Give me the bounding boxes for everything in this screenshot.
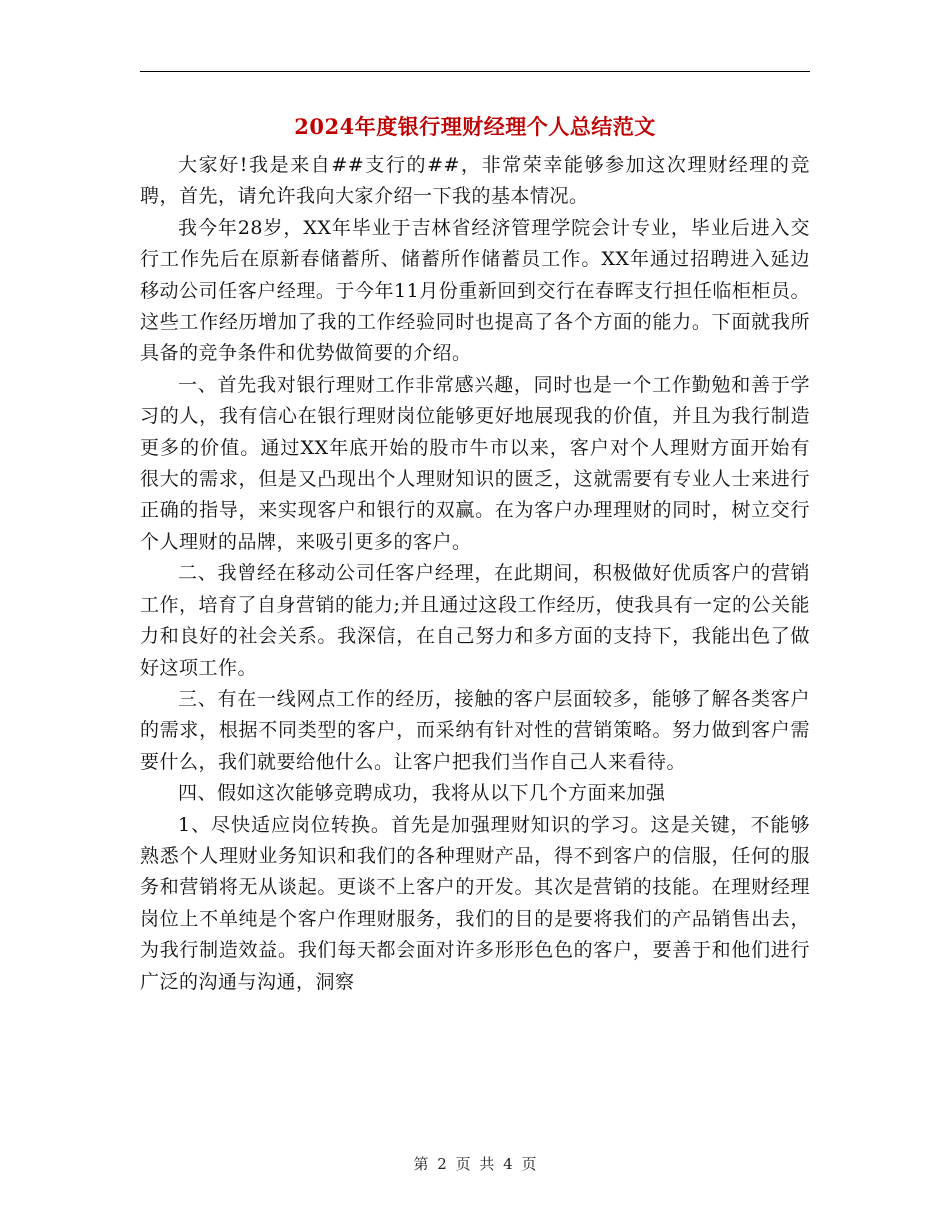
paragraph-point-one: 一、首先我对银行理财工作非常感兴趣，同时也是一个工作勤勉和善于学习的人，我有信心在银行理财岗位能够更好地展现我的价值，并且为我行制造更多的价值。通过XX年底开始的股市牛市以来，客户对个人理财方面开始有很大的需求，但是又凸现出个人理财知识的匮乏，这就需要有专业人士来进行正确的指导，来实现客户和银行的双赢。在为客户办理理财的同时，树立交行个人理财的品牌，来吸引更多的客户。 — [140, 373, 810, 553]
paragraph-point-three: 三、有在一线网点工作的经历，接触的客户层面较多，能够了解各类客户的需求，根据不同类型的客户，而采纳有针对性的营销策略。努力做到客户需要什么，我们就要给他什么。让客户把我们当作自己人来看待。 — [140, 687, 810, 773]
document-title: 2024年度银行理财经理个人总结范文 — [294, 114, 656, 139]
paragraph-point-four: 四、假如这次能够竞聘成功，我将从以下几个方面来加强 — [178, 782, 666, 805]
header-rule — [140, 71, 810, 72]
paragraph-item-one: 1、尽快适应岗位转换。首先是加强理财知识的学习。这是关键，不能够熟悉个人理财业务知识和我们的各种理财产品，得不到客户的信服，任何的服务和营销将无从谈起。更谈不上客户的开发。其次是营销的技能。在理财经理岗位上不单纯是个客户作理财服务，我们的目的是要将我们的产品销售出去，为我行制造效益。我们每天都会面对许多形形色色的客户，要善于和他们进行广泛的沟通与沟通，洞察 — [140, 813, 810, 993]
paragraph-background: 我今年28岁，XX年毕业于吉林省经济管理学院会计专业，毕业后进入交行工作先后在原新春储蓄所、储蓄所作储蓄员工作。XX年通过招聘进入延边移动公司任客户经理。于今年11月份重新回到交行在春晖支行担任临柜柜员。这些工作经历增加了我的工作经验同时也提高了各个方面的能力。下面就我所具备的竞争条件和优势做简要的介绍。 — [140, 216, 810, 365]
paragraph-greeting: 大家好!我是来自##支行的##，非常荣幸能够参加这次理财经理的竞聘，首先，请允许我向大家介绍一下我的基本情况。 — [140, 154, 810, 208]
page-number-footer: 第 2 页 共 4 页 — [413, 1155, 537, 1173]
document-body — [140, 150, 810, 998]
paragraph-point-two: 二、我曾经在移动公司任客户经理，在此期间，积极做好优质客户的营销工作，培育了自身营销的能力;并且通过这段工作经历，使我具有一定的公关能力和良好的社会关系。我深信，在自己努力和多方面的支持下，我能出色了做好这项工作。 — [140, 562, 810, 679]
